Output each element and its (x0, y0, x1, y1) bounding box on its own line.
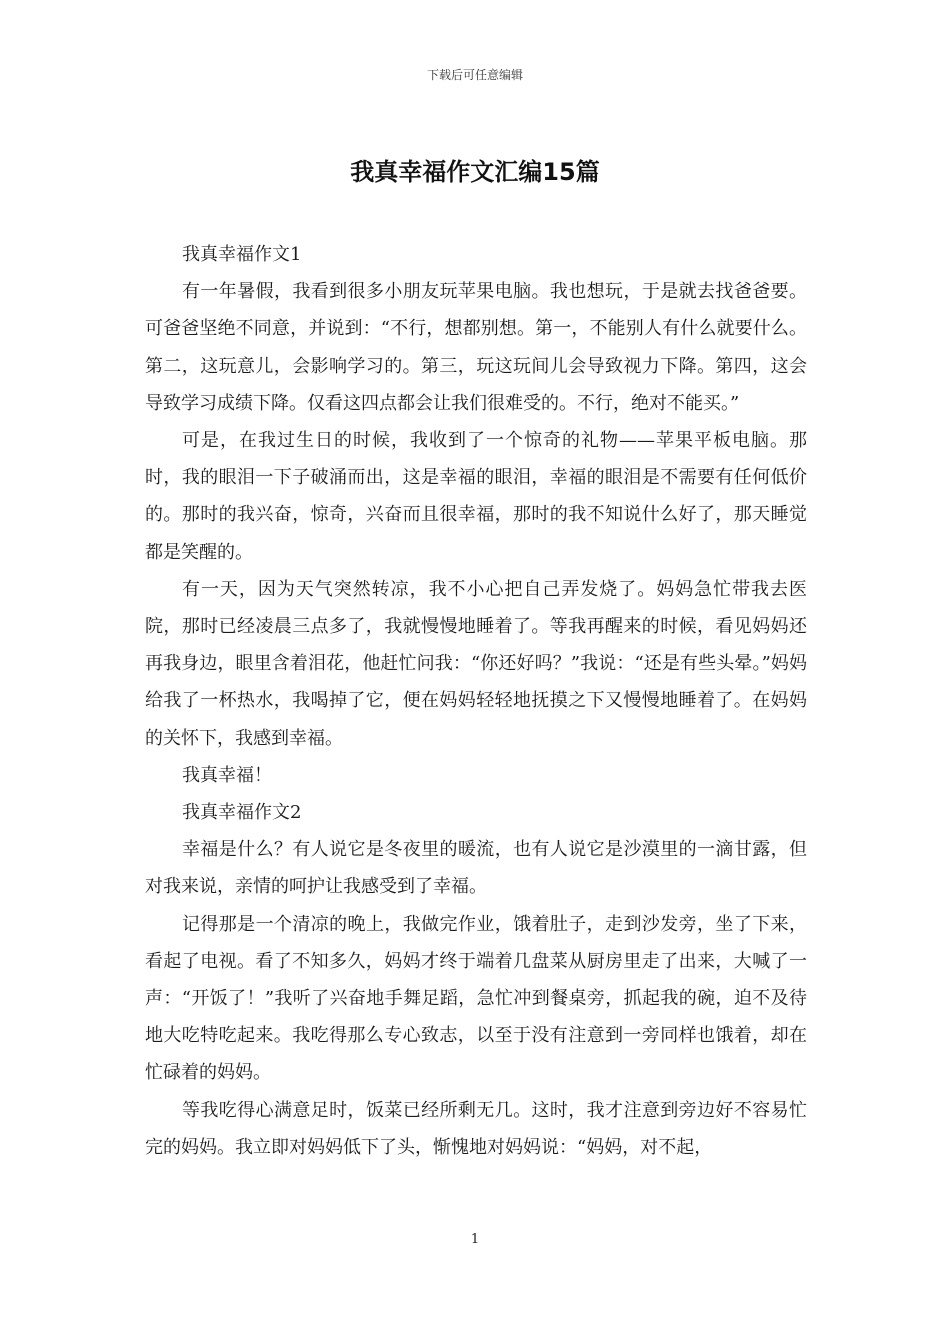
section-heading-1: 我真幸福作文1 (182, 244, 302, 265)
paragraph: 幸福是什么？有人说它是冬夜里的暖流，也有人说它是沙漠里的一滴甘露，但对我来说，亲情的呵护让我感受到了幸福。 (145, 839, 807, 898)
paragraph: 我真幸福！ (182, 764, 272, 786)
paragraph: 等我吃得心满意足时，饭菜已经所剩无几。这时，我才注意到旁边好不容易忙完的妈妈。我立即对妈妈低下了头，惭愧地对妈妈说：“妈妈，对不起， (145, 1099, 807, 1158)
paragraph: 记得那是一个清凉的晚上，我做完作业，饿着肚子，走到沙发旁，坐了下来，看起了电视。看了不知多久，妈妈才终于端着几盘菜从厨房里走了出来，大喊了一声：“开饭了！”我听了兴奋地手舞足蹈，急忙冲到餐桌旁，抓起我的碗，迫不及待地大吃特吃起来。我吃得那么专心致志，以至于没有注意到一旁同样也饿着，却在忙碌着的妈妈。 (145, 913, 807, 1084)
page-header: 下载后可任意编辑 (426, 68, 523, 82)
page-number: 1 (470, 1232, 480, 1247)
document-title: 我真幸福作文汇编15篇 (350, 158, 600, 186)
paragraph: 有一年暑假，我看到很多小朋友玩苹果电脑。我也想玩，于是就去找爸爸要。可爸爸坚绝不同意，并说到：“不行，想都别想。第一，不能别人有什么就要什么。第二，这玩意儿，会影响学习的。第三，玩这玩间儿会导致视力下降。第四，这会导致学习成绩下降。仅看这四点都会让我们很难受的。不行，绝对不能买。” (145, 281, 807, 414)
paragraph: 可是，在我过生日的时候，我收到了一个惊奇的礼物——苹果平板电脑。那时，我的眼泪一下子破涌而出，这是幸福的眼泪，幸福的眼泪是不需要有任何低价的。那时的我兴奋，惊奇，兴奋而且很幸福，那时的我不知说什么好了，那天睡觉都是笑醒的。 (145, 430, 807, 563)
document-body (145, 236, 807, 1166)
paragraph: 有一天，因为天气突然转凉，我不小心把自己弄发烧了。妈妈急忙带我去医院，那时已经凌晨三点多了，我就慢慢地睡着了。等我再醒来的时候，看见妈妈还再我身边，眼里含着泪花，他赶忙问我：“你还好吗？”我说：“还是有些头晕。”妈妈给我了一杯热水，我喝掉了它，便在妈妈轻轻地抚摸之下又慢慢地睡着了。在妈妈的关怀下，我感到幸福。 (145, 578, 807, 749)
section-heading-2: 我真幸福作文2 (182, 802, 302, 824)
